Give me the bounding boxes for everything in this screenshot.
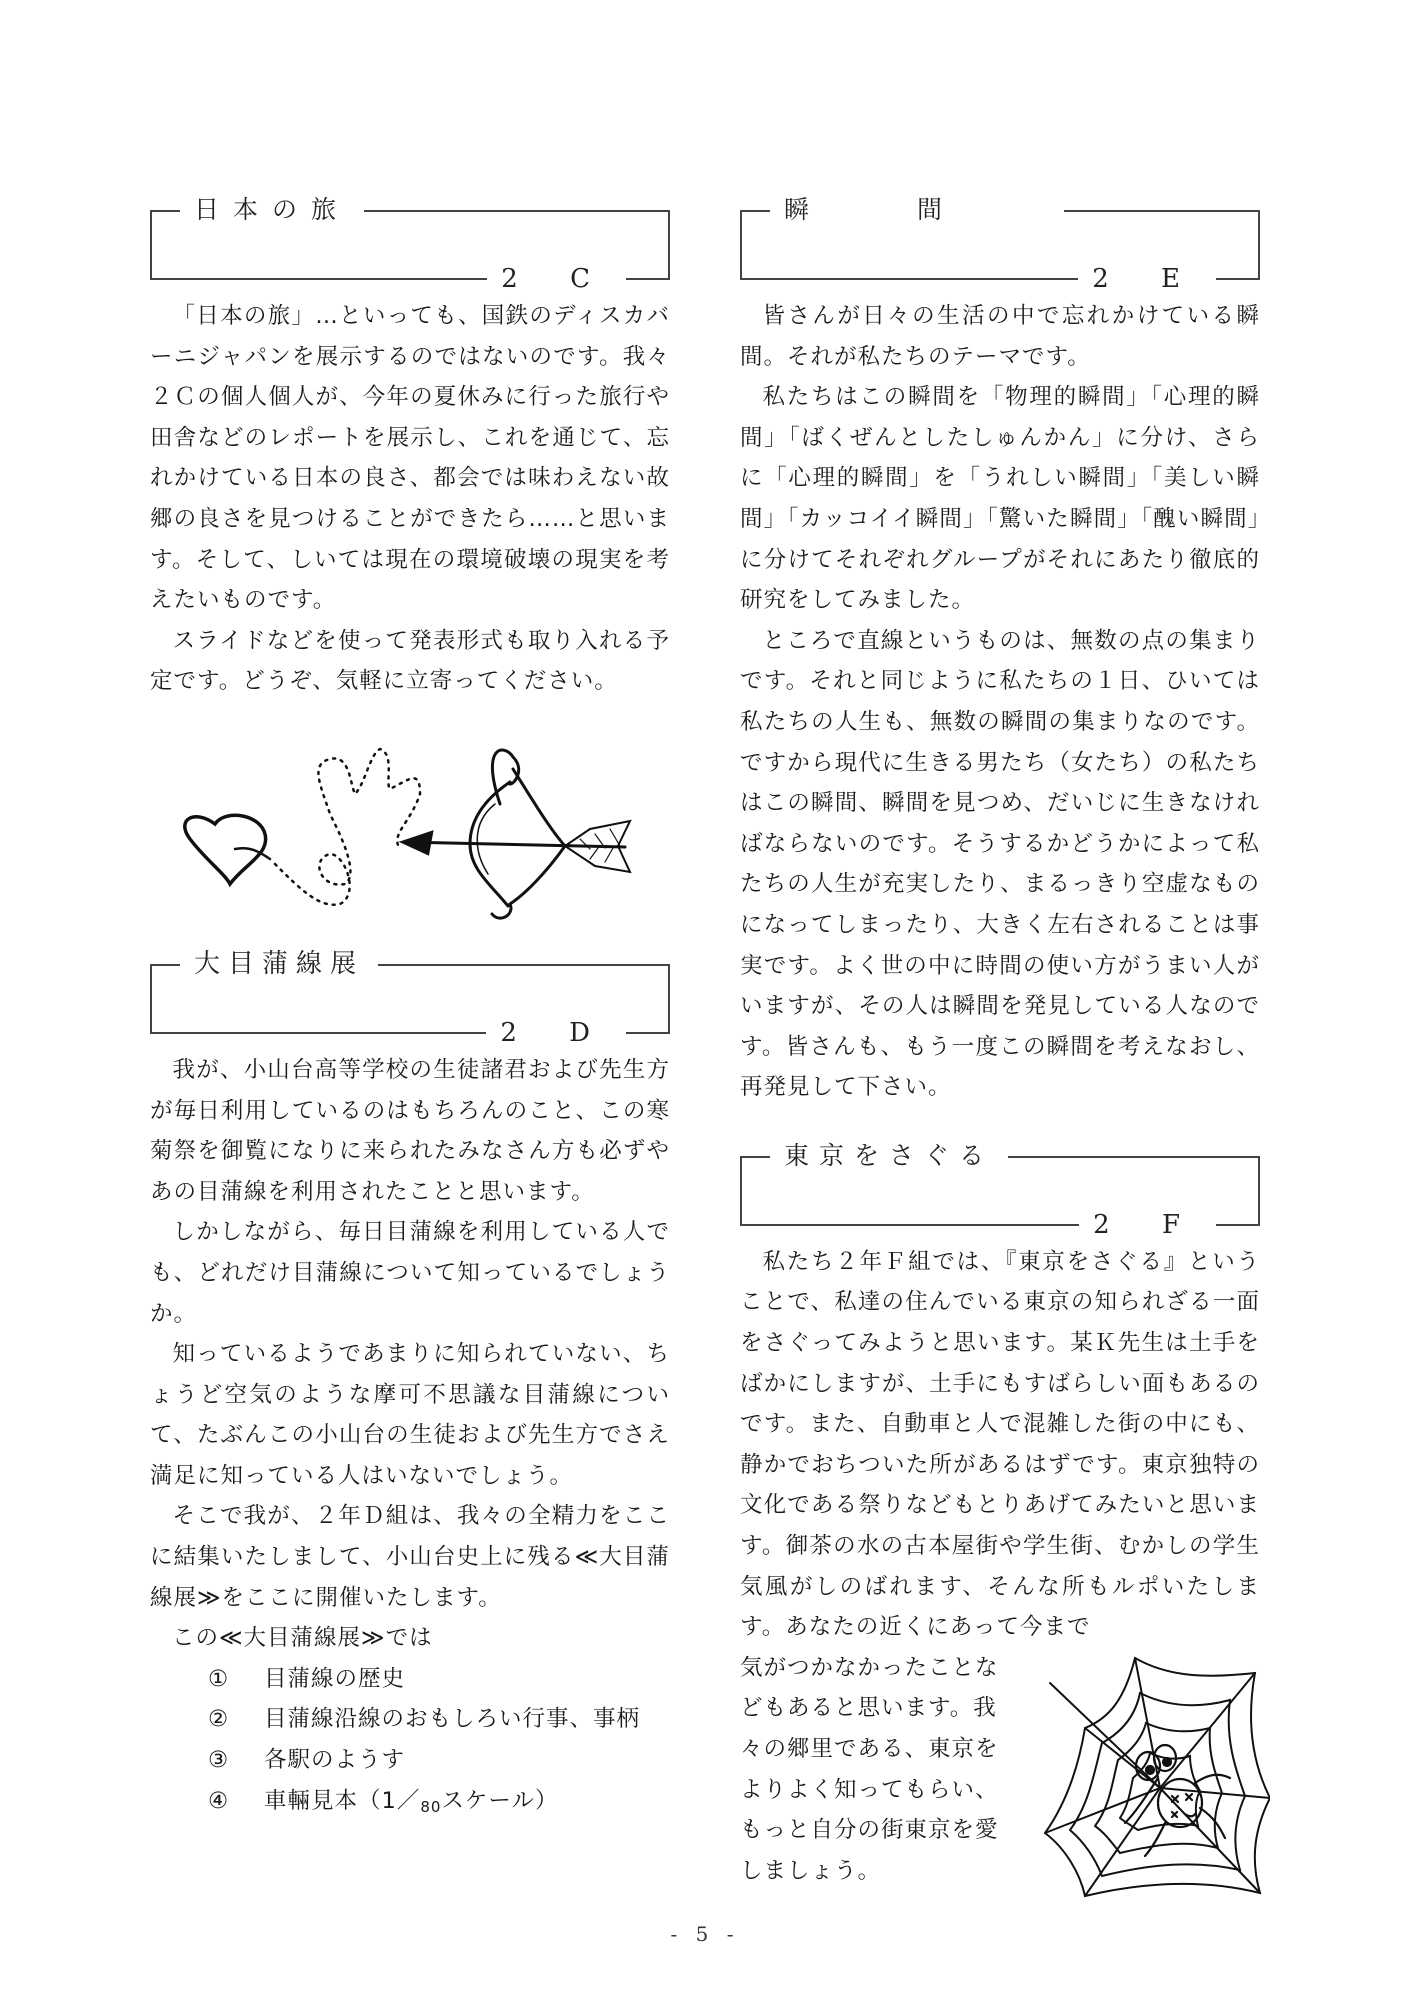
section-title: 日本の旅 (180, 188, 364, 232)
item-number: ① (208, 1665, 230, 1692)
text-line: もっと自分の街東京を愛 (740, 1817, 999, 1844)
section-header-box (740, 1134, 1260, 1240)
right-column (740, 188, 1260, 1891)
item-text: 各駅のようす (264, 1747, 406, 1774)
section-header-box (740, 188, 1260, 294)
item-number: ② (208, 1706, 230, 1733)
section-shunkan (740, 188, 1260, 1108)
class-label: 2 C (487, 260, 626, 298)
scale-denominator: 80 (420, 1797, 442, 1816)
paragraph: 私たちはこの瞬間を「物理的瞬間」「心理的瞬間」「ばくぜんとしたしゅんかん」に分け、さらに「心理的瞬間」を「うれしい瞬間」「美しい瞬間」「カッコイイ瞬間」「驚いた瞬間」「醜い瞬間」に分けてそれぞれグループがそれにあたり徹底的研究をしてみました。 (740, 384, 1260, 614)
dotted-trail (275, 749, 420, 905)
item-number: ④ (208, 1787, 230, 1814)
arrowhead-icon (402, 832, 432, 854)
paragraph: そこで我が、２年Ｄ組は、我々の全精力をここに結集いたしまして、小山台史上に残る≪大目蒲線展≫をここに開催いたします。 (150, 1503, 670, 1611)
list-item (150, 1659, 670, 1700)
paragraph: 知っているようであまりに知られていない、ちょうど空気のような摩可不思議な目蒲線について、たぶんこの小山台の生徒および先生方でさえ満足に知っている人はいないでしょう。 (150, 1341, 670, 1489)
heart-bow-arrow-illustration (170, 724, 640, 924)
list-item (150, 1781, 670, 1828)
list-item (150, 1740, 670, 1781)
item-text: 目蒲線の歴史 (264, 1665, 406, 1692)
section-title: 東京をさぐる (770, 1134, 1008, 1178)
list-item (150, 1699, 670, 1740)
exhibit-list (150, 1659, 670, 1827)
spider-icon (1125, 1745, 1230, 1856)
class-label: 2 F (1079, 1206, 1216, 1244)
section-title: 大目蒲線展 (180, 942, 378, 986)
left-column (150, 188, 670, 1827)
bow-icon (492, 750, 565, 918)
item-text-tail: スケール） (441, 1787, 559, 1814)
section-tokyo (740, 1134, 1260, 1892)
paragraph: ところで直線というものは、無数の点の集まりです。それと同じように私たちの１日、ひいては私たちの人生も、無数の瞬間の集まりなのです。ですから現代に生きる男たち（女たち）の私たちはこの瞬間、瞬間を見つめ、だいじに生きなければならないのです。そうするかどうかによって私たちの人生が充実したり、まるっきり空虚なものになってしまったり、大きく左右されることは事実です。よく世の中に時間の使い方がうまい人がいますが、その人は瞬間を発見している人なのです。皆さんも、もう一度この瞬間を考えなおし、再発見して下さい。 (740, 627, 1260, 1101)
arrow-shaft (405, 842, 625, 847)
paragraph: しかしながら、毎日目蒲線を利用している人でも、どれだけ目蒲線について知っているでしょうか。 (150, 1219, 670, 1327)
class-label: 2 E (1078, 260, 1216, 298)
paragraph: 「日本の旅」…といっても、国鉄のディスカバーニジャパンを展示するのではないのです。我々２Ｃの個人個人が、今年の夏休みに行った旅行や田舎などのレポートを展示し、これを通じて、忘れかけている日本の良さ、都会では味わえない故郷の良さを見つけることができたら……と思います。そして、しいては現在の環境破壊の現実を考えたいものです。 (150, 303, 670, 614)
text-line: 気がつかなかったことな (740, 1654, 999, 1681)
paragraph: 我が、小山台高等学校の生徒諸君および先生方が毎日利用しているのはもちろんのこと、この寒菊祭を御覧になりに来られたみなさん方も必ずやあの目蒲線を利用されたことと思います。 (150, 1056, 670, 1205)
spider-web-illustration (1040, 1638, 1270, 1898)
item-text: 目蒲線沿線のおもしろい行事、事柄 (264, 1706, 641, 1733)
list-intro: この≪大目蒲線展≫では (172, 1625, 433, 1652)
tokyo-closing-block (740, 1648, 1260, 1892)
paragraph: スライドなどを使って発表形式も取り入れる予定です。どうぞ、気軽に立寄ってください。 (150, 627, 670, 695)
text-line: 々の郷里である、東京を (740, 1736, 999, 1762)
paragraph: 皆さんが日々の生活の中で忘れかけている瞬間。それが私たちのテーマです。 (740, 303, 1260, 370)
text-line: よりよく知ってもらい、 (740, 1776, 999, 1803)
section-nihon-no-tabi (150, 188, 670, 924)
paragraph: 私たち２年Ｆ組では、『東京をさぐる』ということで、私達の住んでいる東京の知られざる一面をさぐってみようと思います。某Ｋ先生は土手をばかにしますが、土手にもすばらしい面もあるのです。また、自動車と人で混雑した街の中にも、静かでおちついた所があるはずです。東京独特の文化である祭りなどもとりあげてみたいと思います。御茶の水の古本屋街や学生街、むかしの学生気風がしのばれます、そんな所もルポいたします。あなたの近くにあって今まで (740, 1248, 1260, 1641)
item-text: 車輛見本（1／ (264, 1787, 421, 1814)
text-line: しましょう。 (740, 1857, 882, 1884)
item-number: ③ (208, 1747, 230, 1774)
page-number: - 5 - (670, 1922, 740, 1946)
section-header-box (150, 188, 670, 294)
class-label: 2 D (486, 1014, 626, 1052)
text-line: どもあると思います。我 (740, 1695, 997, 1722)
narrow-text (740, 1648, 1040, 1892)
section-title: 瞬間 (770, 188, 1064, 232)
section-header-box (150, 942, 670, 1048)
section-omekama (150, 942, 670, 1827)
